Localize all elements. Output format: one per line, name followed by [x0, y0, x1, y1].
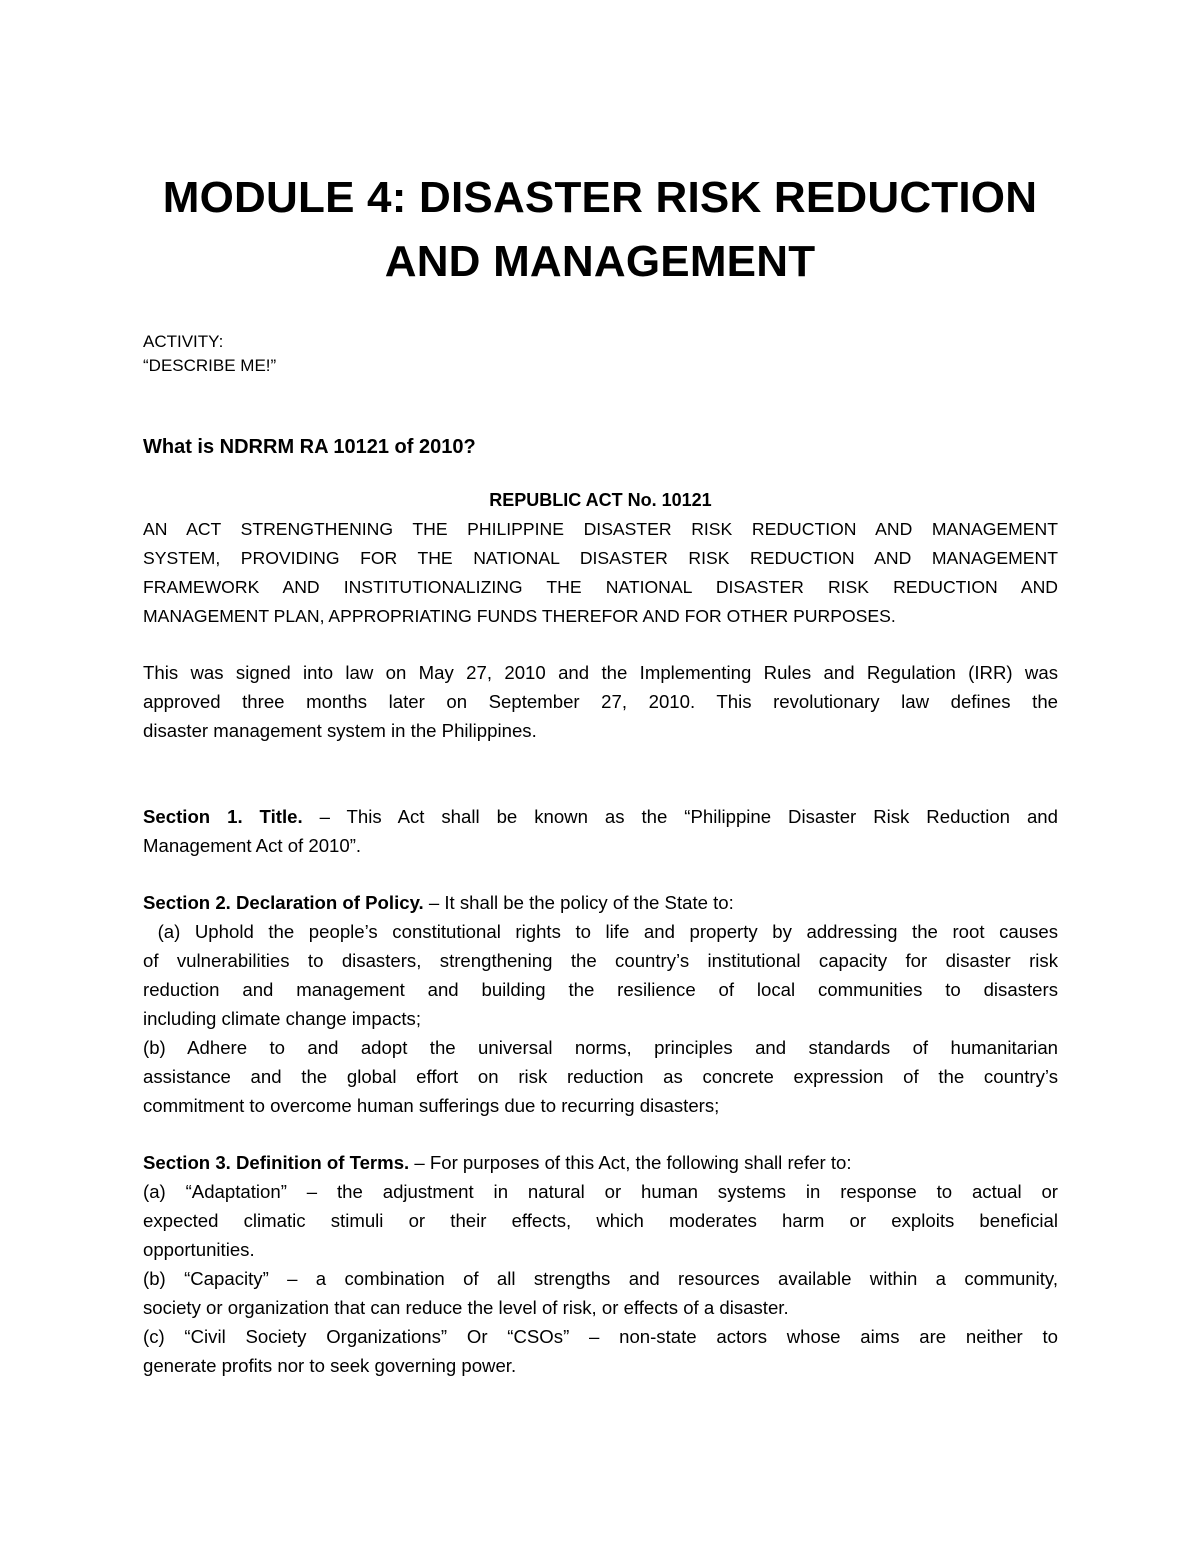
section-2-line: assistance and the global effort on risk reduction as concrete expression of the country’s	[143, 1066, 1058, 1087]
section-2-line: including climate change impacts;	[143, 1008, 422, 1029]
section-3-line	[143, 1148, 1058, 1177]
module-title-line-2: AND MANAGEMENT	[384, 237, 816, 286]
intro-paragraph	[143, 658, 1058, 745]
question-heading: What is NDRRM RA 10121 of 2010?	[143, 436, 476, 458]
intro-line: disaster management system in the Philippines.	[143, 720, 537, 741]
section-2-line	[143, 888, 1058, 917]
section-3-line: opportunities.	[143, 1239, 255, 1260]
activity-name: “DESCRIBE ME!”	[143, 356, 277, 375]
ra-line: MANAGEMENT PLAN, APPROPRIATING FUNDS THEREFOR AND FOR OTHER PURPOSES.	[143, 606, 896, 626]
section-3	[143, 1148, 1058, 1380]
section-1	[143, 802, 1058, 860]
ra-line: SYSTEM, PROVIDING FOR THE NATIONAL DISASTER RISK REDUCTION AND MANAGEMENT	[143, 548, 1058, 568]
section-3-line: (a) “Adaptation” – the adjustment in natural or human systems in response to actual or	[143, 1181, 1058, 1202]
intro-line: This was signed into law on May 27, 2010 and the Implementing Rules and Regulation (IRR) was	[143, 662, 1058, 683]
activity-block	[143, 330, 276, 378]
section-2-line: (a) Uphold the people’s constitutional rights to life and property by addressing the root causes	[143, 921, 1058, 942]
intro-line: approved three months later on September 27, 2010. This revolutionary law defines the	[143, 691, 1058, 712]
ra-line: FRAMEWORK AND INSTITUTIONALIZING THE NATIONAL DISASTER RISK REDUCTION AND	[143, 577, 1058, 597]
section-3-line: society or organization that can reduce the level of risk, or effects of a disaster.	[143, 1297, 789, 1318]
section-1-text: – This Act shall be known as the “Philippine Disaster Risk Reduction and	[302, 806, 1058, 827]
module-title	[100, 166, 1100, 294]
section-2-label: Section 2. Declaration of Policy.	[143, 892, 424, 913]
section-2-line: of vulnerabilities to disasters, strengthening the country’s institutional capacity for disaster risk	[143, 950, 1058, 971]
republic-act-heading: REPUBLIC ACT No. 10121	[489, 490, 712, 510]
ra-line: AN ACT STRENGTHENING THE PHILIPPINE DISASTER RISK REDUCTION AND MANAGEMENT	[143, 519, 1058, 539]
section-1-label: Section 1. Title.	[143, 806, 303, 827]
section-1-line	[143, 802, 1058, 831]
section-1-line: Management Act of 2010”.	[143, 835, 362, 856]
section-2-line: reduction and management and building the resilience of local communities to disasters	[143, 979, 1058, 1000]
section-3-line: (c) “Civil Society Organizations” Or “CSOs” – non-state actors whose aims are neither to	[143, 1326, 1058, 1347]
module-title-line-1: MODULE 4: DISASTER RISK REDUCTION	[162, 173, 1038, 222]
section-2-line: commitment to overcome human sufferings due to recurring disasters;	[143, 1095, 720, 1116]
section-2-text: – It shall be the policy of the State to:	[423, 892, 734, 913]
republic-act-description	[143, 515, 1058, 631]
section-3-label: Section 3. Definition of Terms.	[143, 1152, 410, 1173]
section-3-line: generate profits nor to seek governing power.	[143, 1355, 517, 1376]
section-3-text: – For purposes of this Act, the following shall refer to:	[409, 1152, 852, 1173]
section-2-line: (b) Adhere to and adopt the universal norms, principles and standards of humanitarian	[143, 1037, 1058, 1058]
activity-label: ACTIVITY:	[143, 332, 224, 351]
section-2	[143, 888, 1058, 1120]
section-3-line: expected climatic stimuli or their effects, which moderates harm or exploits beneficial	[143, 1210, 1058, 1231]
section-3-line: (b) “Capacity” – a combination of all strengths and resources available within a community,	[143, 1268, 1058, 1289]
